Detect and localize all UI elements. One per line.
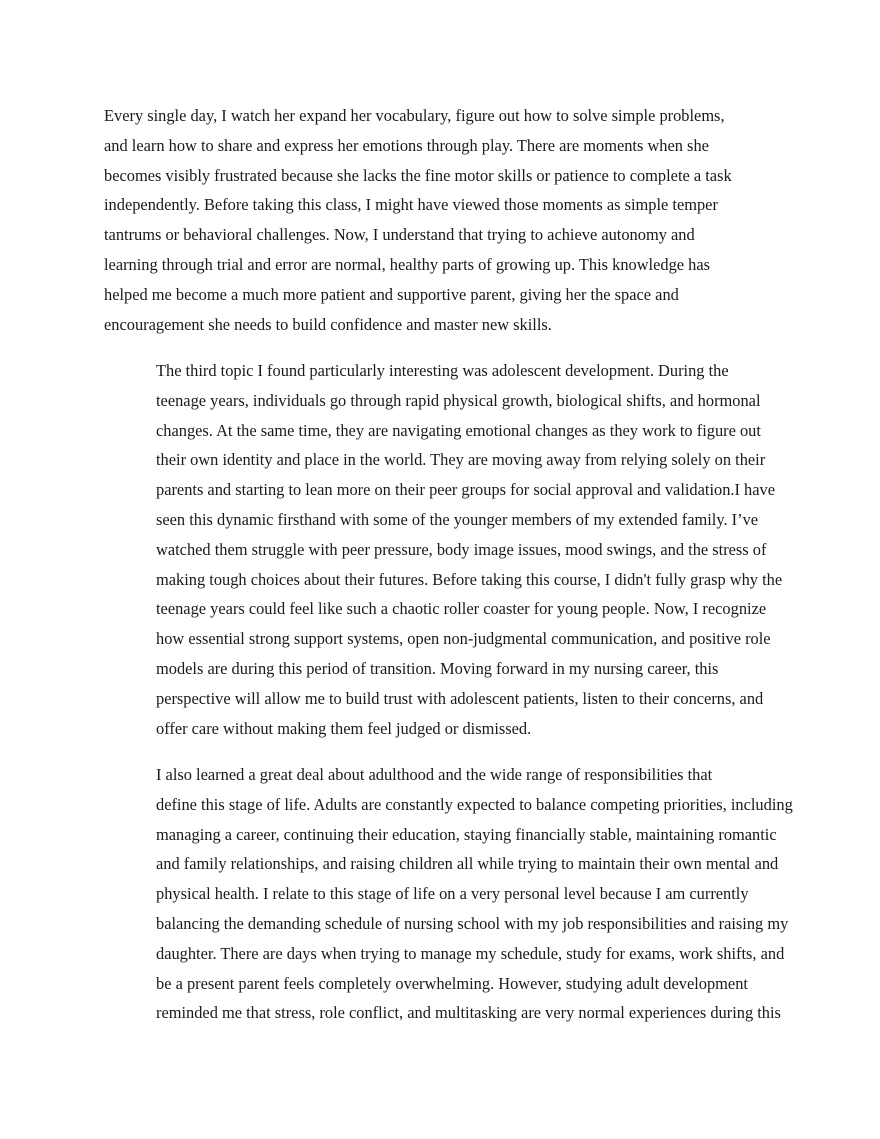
paragraph-line: models are during this period of transition. Moving forward in my nursing career, this	[156, 658, 719, 678]
paragraph-line: balancing the demanding schedule of nursing school with my job responsibilities and raising my	[156, 913, 789, 933]
paragraph-line: teenage years could feel like such a chaotic roller coaster for young people. Now, I recognize	[156, 599, 767, 619]
paragraph-line: watched them struggle with peer pressure, body image issues, mood swings, and the stress of	[156, 539, 767, 559]
paragraph-line: define this stage of life. Adults are constantly expected to balance competing priorities, including	[156, 794, 793, 814]
paragraph-line: seen this dynamic firsthand with some of the younger members of my extended family. I’ve	[156, 509, 759, 529]
paragraph-line: parents and starting to lean more on their peer groups for social approval and validation.I have	[156, 480, 775, 500]
paragraph-line: be a present parent feels completely overwhelming. However, studying adult development	[156, 973, 748, 993]
paragraph-line: independently. Before taking this class, I might have viewed those moments as simple temper	[104, 195, 718, 215]
paragraph-line: teenage years, individuals go through rapid physical growth, biological shifts, and hormonal	[156, 390, 761, 410]
paragraph-2	[104, 356, 784, 743]
paragraph-line: learning through trial and error are normal, healthy parts of growing up. This knowledge has	[104, 254, 710, 274]
paragraph-line: perspective will allow me to build trust with adolescent patients, listen to their concerns, and	[156, 688, 764, 708]
document-body	[104, 101, 793, 1028]
paragraph-1	[104, 101, 784, 339]
paragraph-line: offer care without making them feel judged or dismissed.	[156, 718, 532, 738]
paragraph-line: becomes visibly frustrated because she lacks the fine motor skills or patience to complete a task	[104, 165, 732, 185]
paragraph-line: making tough choices about their futures. Before taking this course, I didn't fully grasp why the	[156, 569, 783, 589]
paragraph-line: and learn how to share and express her emotions through play. There are moments when she	[104, 135, 709, 155]
paragraph-line: managing a career, continuing their education, staying financially stable, maintaining romantic	[156, 824, 777, 844]
paragraph-line: their own identity and place in the world. They are moving away from relying solely on their	[156, 450, 766, 470]
paragraph-line: The third topic I found particularly interesting was adolescent development. During the	[156, 360, 729, 380]
paragraph-line: helped me become a much more patient and supportive parent, giving her the space and	[104, 284, 679, 304]
paragraph-line: daughter. There are days when trying to manage my schedule, study for exams, work shifts, and	[156, 943, 785, 963]
paragraph-line: Every single day, I watch her expand her vocabulary, figure out how to solve simple problems,	[104, 106, 725, 125]
paragraph-line: how essential strong support systems, open non-judgmental communication, and positive role	[156, 629, 771, 649]
paragraph-line: changes. At the same time, they are navigating emotional changes as they work to figure out	[156, 420, 761, 440]
paragraph-line: I also learned a great deal about adulthood and the wide range of responsibilities that	[156, 764, 713, 784]
paragraph-line: encouragement she needs to build confidence and master new skills.	[104, 314, 552, 334]
paragraph-line: and family relationships, and raising children all while trying to maintain their own mental and	[156, 854, 779, 874]
paragraph-line: tantrums or behavioral challenges. Now, I understand that trying to achieve autonomy and	[104, 225, 695, 245]
paragraph-line: reminded me that stress, role conflict, and multitasking are very normal experiences during this	[156, 1003, 781, 1023]
paragraph-line: physical health. I relate to this stage of life on a very personal level because I am currently	[156, 884, 749, 904]
paragraph-3	[104, 760, 793, 1028]
